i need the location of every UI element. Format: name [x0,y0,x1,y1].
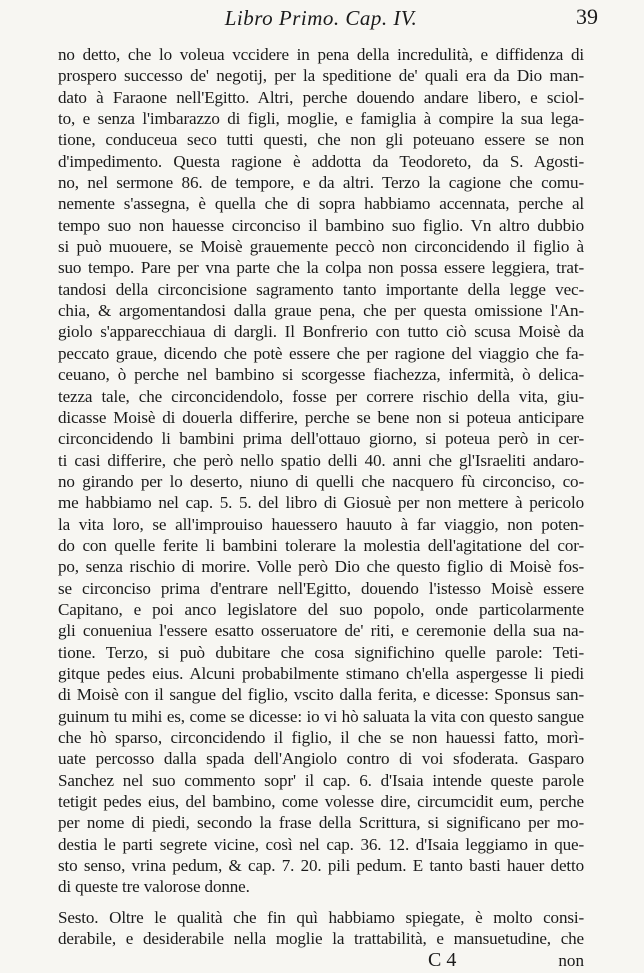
text-line: do con quelle ferite li bambini tolerare la molestia dell'agitatione del cor- [58,535,584,555]
text-line: sto senso, vrina pedum, & cap. 7. 20. pili pedum. E tanto basti hauer detto [58,856,584,876]
text-line: dato à Faraone nell'Egitto. Altri, perche douendo andare libero, e sciol- [58,87,584,107]
page-header [58,0,598,44]
text-line: tione, conduceua seco tutti questi, che non gli poteuano essere se non [58,130,584,150]
text-line: Sanchez nel suo commento sopr' il cap. 6. d'Isaia intende queste parole [58,770,584,790]
text-line: la vita loro, se all'improuiso hauessero hauuto à far viaggio, non poten- [58,514,584,534]
text-line: giolo s'apparecchiaua di dargli. Il Bonfrerio con tutto ciò scusa Moisè da [58,322,584,342]
text-line: derabile, e desiderabile nella moglie la trattabilità, e mansuetudine, che [58,929,584,949]
text-line: di Moisè con il sangue del figlio, vscito dalla ferita, e dicesse: Sponsus san- [58,685,584,705]
text-line: circoncidendo li bambini prima dell'ottauo giorno, si poteua però in cer- [58,429,584,449]
text-line: prospero successo de' negotij, per la speditione de' quali era da Dio man- [58,66,584,86]
text-line: tetigit pedes eius, del bambino, come volesse dire, circumcidit eum, perche [58,792,584,812]
signature-mark: C 4 [428,949,457,972]
text-line: no detto, che lo voleua vccidere in pena della incredulità, e diffidenza di [58,45,584,64]
text-line: Capitano, e poi anco legislatore del suo popolo, onde particolarmente [58,599,584,619]
text-line: Sesto. Oltre le qualità che fin quì habbiamo spiegate, è molto consi- [58,907,584,927]
running-title: Libro Primo. Cap. IV. [224,6,418,30]
text-line: tezza tale, che circoncidendolo, fosse per correre rischio della vita, giu- [58,386,584,406]
text-line: me habbiamo nel cap. 5. 5. del libro di Giosuè per non mettere à pericolo [58,493,584,513]
text-line: po, senza rischio di morire. Volle però Dio che questo figlio di Moisè fos- [58,557,584,577]
text-line: to, e senza l'imbarazzo di figli, moglie, e famiglia à compire la sua lega- [58,109,584,129]
page-number: 39 [576,4,598,29]
catchword: non [558,951,584,971]
text-line: si può muouere, se Moisè grauemente peccò non circoncidendo il figlio à [58,237,584,257]
text-line: di queste tre valorose donne. [58,877,250,897]
text-line: gitque pedes eius. Alcuni probabilmente stimano ch'ella aspergesse li piedi [58,663,584,683]
text-line: chia, & argomentandosi dalla graue pena, che per questa omissione l'An- [58,301,584,321]
text-line: dicasse Moisè di douerla differire, perche se bene non si poteua anticipare [58,407,584,427]
page-footer [58,949,584,973]
text-line: gli conueniua l'essere esatto osseruatore de' riti, e ceremonie della sua na- [58,621,584,641]
text-line: peccato graue, dicendo che potè essere che per ragione del viaggio che fa- [58,343,584,363]
text-line: suo tempo. Pare per vna parte che la colpa non possa essere leggiera, trat- [58,258,584,278]
body-text [58,44,584,949]
text-line: ti casi differire, che però nello spatio delli 40. anni che gl'Israeliti andaro- [58,450,584,470]
paragraph-1 [58,44,584,898]
text-line: per nome di piedi, secondo la frase della Scrittura, si significano per mo- [58,813,584,833]
text-line: tione. Terzo, si può dubitare che cosa significhino quelle parole: Teti- [58,642,584,662]
text-line: guinum tu mihi es, come se dicesse: io vi hò saluata la vita con questo sangue [58,706,584,726]
text-line: che hò sparso, circoncidendo il figlio, il che se non hauessi fatto, morì- [58,728,584,747]
text-line: destia le parti segrete vicine, così nel cap. 36. 12. d'Isaia leggiamo in que- [58,834,584,854]
text-line: tandosi della circoncisione sagramento tanto importante della legge vec- [58,279,584,299]
text-line: nemente s'assegna, è quella che di sopra habbiamo accennata, perche al [58,194,584,214]
text-line: d'impedimento. Questa ragione è addotta da Teodoreto, da S. Agosti- [58,151,584,171]
text-line: no girando per lo deserto, niuno di quelli che nacquero fù circonciso, co- [58,471,584,491]
text-line: uate percosso dalla spada dell'Angiolo contro di voi sfoderata. Gasparo [58,749,584,769]
text-line: no, nel sermone 86. de tempore, e da altri. Terzo la cagione che comu- [58,173,584,193]
text-line: tempo suo non hauesse circonciso il bambino suo figlio. Vn altro dubbio [58,215,584,235]
text-line: ceuano, ò perche nel bambino si scorgesse fiachezza, infermità, ò delica- [58,365,584,385]
paragraph-2 [58,907,584,950]
text-line: se circonciso prima d'entrare nell'Egitto, douendo l'istesso Moisè essere [58,578,584,598]
